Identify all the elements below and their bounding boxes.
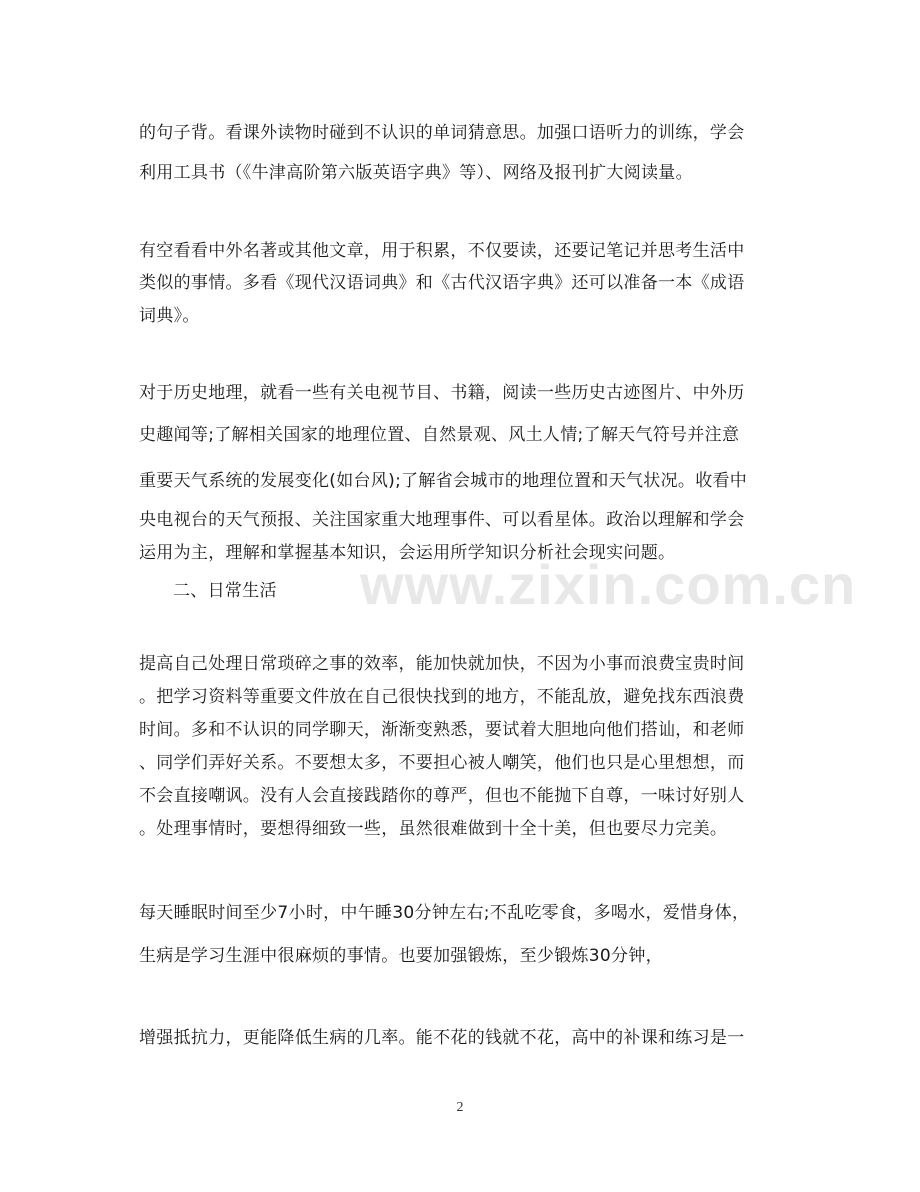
page-number: 2 (456, 1100, 464, 1115)
watermark: www.zixin.com.cn (360, 553, 857, 616)
paragraph-line: 不会直接嘲讽。没有人会直接践踏你的尊严，但也不能抛下自尊，一味讨好别人 (139, 786, 745, 806)
paragraph-line: 。处理事情时，要想得细致一些，虽然很难做到十全十美，但也要尽力完美。 (139, 819, 728, 839)
paragraph-line: 生病是学习生涯中很麻烦的事情。也要加强锻炼，至少锻炼30分钟， (139, 946, 663, 966)
paragraph-line: 史趣闻等;了解相关国家的地理位置、自然景观、风土人情;了解天气符号并注意 (139, 425, 740, 445)
paragraph-line: 每天睡眠时间至少7小时，中午睡30分钟左右;不乱吃零食，多喝水，爱惜身体， (139, 903, 750, 923)
paragraph-line: 时间。多和不认识的同学聊天，渐渐变熟悉，要试着大胆地向他们搭讪，和老师 (139, 720, 745, 740)
paragraph-line: 对于历史地理，就看一些有关电视节目、书籍，阅读一些历史古迹图片、中外历 (139, 383, 745, 403)
paragraph-line: 央电视台的天气预报、关注国家重大地理事件、可以看星体。政治以理解和学会 (139, 510, 745, 530)
paragraph-line: 运用为主，理解和掌握基本知识，会运用所学知识分析社会现实问题。 (139, 543, 676, 563)
paragraph-line: 的句子背。看课外读物时碰到不认识的单词猜意思。加强口语听力的训练，学会 (139, 123, 745, 143)
paragraph-line: 重要天气系统的发展变化(如台风);了解省会城市的地理位置和天气状况。收看中 (139, 471, 748, 491)
paragraph-line: 类似的事情。多看《现代汉语词典》和《古代汉语字典》还可以准备一本《成语 (139, 273, 745, 293)
paragraph-line: 词典》。 (139, 306, 200, 326)
paragraph-line: 有空看看中外名著或其他文章，用于积累，不仅要读，还要记笔记并思考生活中 (139, 241, 745, 261)
paragraph-line: 利用工具书（《牛津高阶第六版英语字典》等）、网络及报刊扩大阅读量。 (139, 163, 693, 183)
paragraph-line: 增强抵抗力，更能降低生病的几率。能不花的钱就不花，高中的补课和练习是一 (139, 1028, 745, 1048)
section-heading: 二、日常生活 (173, 581, 277, 601)
paragraph-line: 提高自己处理日常琐碎之事的效率，能加快就加快，不因为小事而浪费宝贵时间 (139, 654, 745, 674)
paragraph-line: 、同学们弄好关系。不要想太多，不要担心被人嘲笑，他们也只是心里想想，而 (139, 753, 745, 773)
paragraph-line: 。把学习资料等重要文件放在自己很快找到的地方，不能乱放，避免找东西浪费 (139, 687, 745, 707)
